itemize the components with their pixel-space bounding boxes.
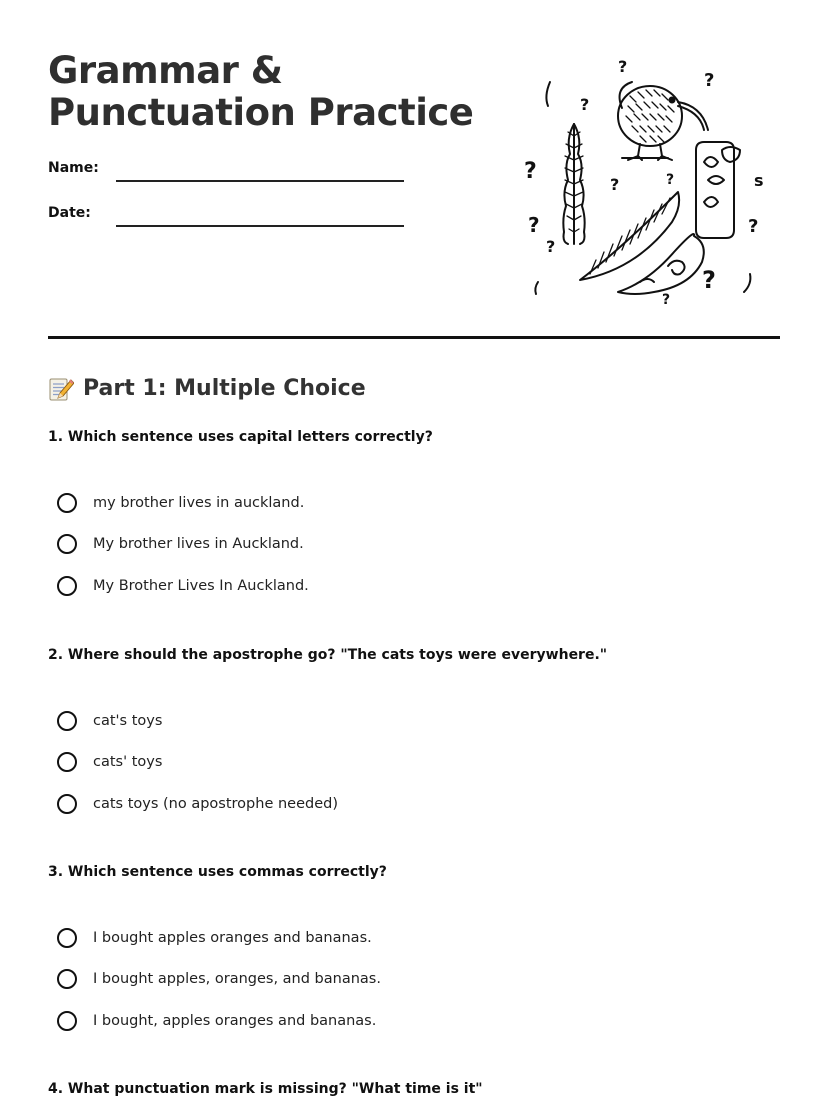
title-line-2: Punctuation Practice	[48, 91, 474, 134]
question-2-option-c[interactable]	[57, 792, 338, 816]
radio-button[interactable]	[57, 493, 77, 513]
question-3-text: 3. Which sentence uses commas correctly?	[48, 864, 387, 880]
question-2-option-b[interactable]	[57, 750, 162, 774]
page-title	[48, 50, 473, 134]
question-1-text: 1. Which sentence uses capital letters correctly?	[48, 429, 433, 445]
svg-text:?: ?	[528, 213, 540, 237]
memo-pencil-icon	[48, 376, 74, 402]
question-4-text: 4. What punctuation mark is missing? "What time is it"	[48, 1081, 483, 1097]
kiwi-fern-feather-question-marks-illustration	[518, 52, 780, 310]
radio-button[interactable]	[57, 576, 77, 596]
question-3-option-a[interactable]	[57, 926, 372, 950]
svg-text:?: ?	[748, 216, 759, 237]
part1-title: Part 1: Multiple Choice	[83, 376, 366, 401]
option-label: I bought apples oranges and bananas.	[93, 930, 372, 946]
radio-button[interactable]	[57, 752, 77, 772]
option-label: cats toys (no apostrophe needed)	[93, 796, 338, 812]
svg-text:?: ?	[704, 70, 715, 91]
option-label: I bought, apples oranges and bananas.	[93, 1013, 377, 1029]
option-label: my brother lives in auckland.	[93, 495, 305, 511]
radio-button[interactable]	[57, 1011, 77, 1031]
option-label: My brother lives in Auckland.	[93, 536, 304, 552]
option-label: cats' toys	[93, 754, 163, 770]
radio-button[interactable]	[57, 969, 77, 989]
question-1-option-b[interactable]	[57, 532, 304, 556]
svg-text:?: ?	[702, 266, 716, 294]
question-2-text: 2. Where should the apostrophe go? "The cats toys were everywhere."	[48, 647, 608, 663]
svg-text:?: ?	[580, 95, 590, 114]
svg-text:?: ?	[666, 172, 675, 188]
svg-text:?: ?	[662, 292, 671, 308]
svg-text:?: ?	[524, 159, 537, 184]
radio-button[interactable]	[57, 534, 77, 554]
option-label: I bought apples, oranges, and bananas.	[93, 971, 381, 987]
option-label: My Brother Lives In Auckland.	[93, 578, 309, 594]
question-1-option-a[interactable]	[57, 491, 304, 515]
svg-text:?: ?	[546, 237, 556, 256]
question-2-option-a[interactable]	[57, 709, 162, 733]
question-1-option-c[interactable]	[57, 574, 309, 598]
name-label: Name:	[48, 160, 99, 176]
question-3-option-b[interactable]	[57, 967, 381, 991]
title-line-1: Grammar &	[48, 49, 283, 92]
radio-button[interactable]	[57, 711, 77, 731]
question-3-option-c[interactable]	[57, 1009, 376, 1033]
option-label: cat's toys	[93, 713, 163, 729]
part1-heading	[48, 374, 366, 404]
date-label: Date:	[48, 205, 91, 221]
section-divider	[48, 336, 780, 339]
radio-button[interactable]	[57, 794, 77, 814]
radio-button[interactable]	[57, 928, 77, 948]
name-field[interactable]	[116, 180, 404, 182]
svg-text:?: ?	[618, 57, 628, 76]
date-field[interactable]	[116, 225, 404, 227]
svg-text:s: s	[754, 171, 764, 190]
svg-text:?: ?	[610, 175, 620, 194]
